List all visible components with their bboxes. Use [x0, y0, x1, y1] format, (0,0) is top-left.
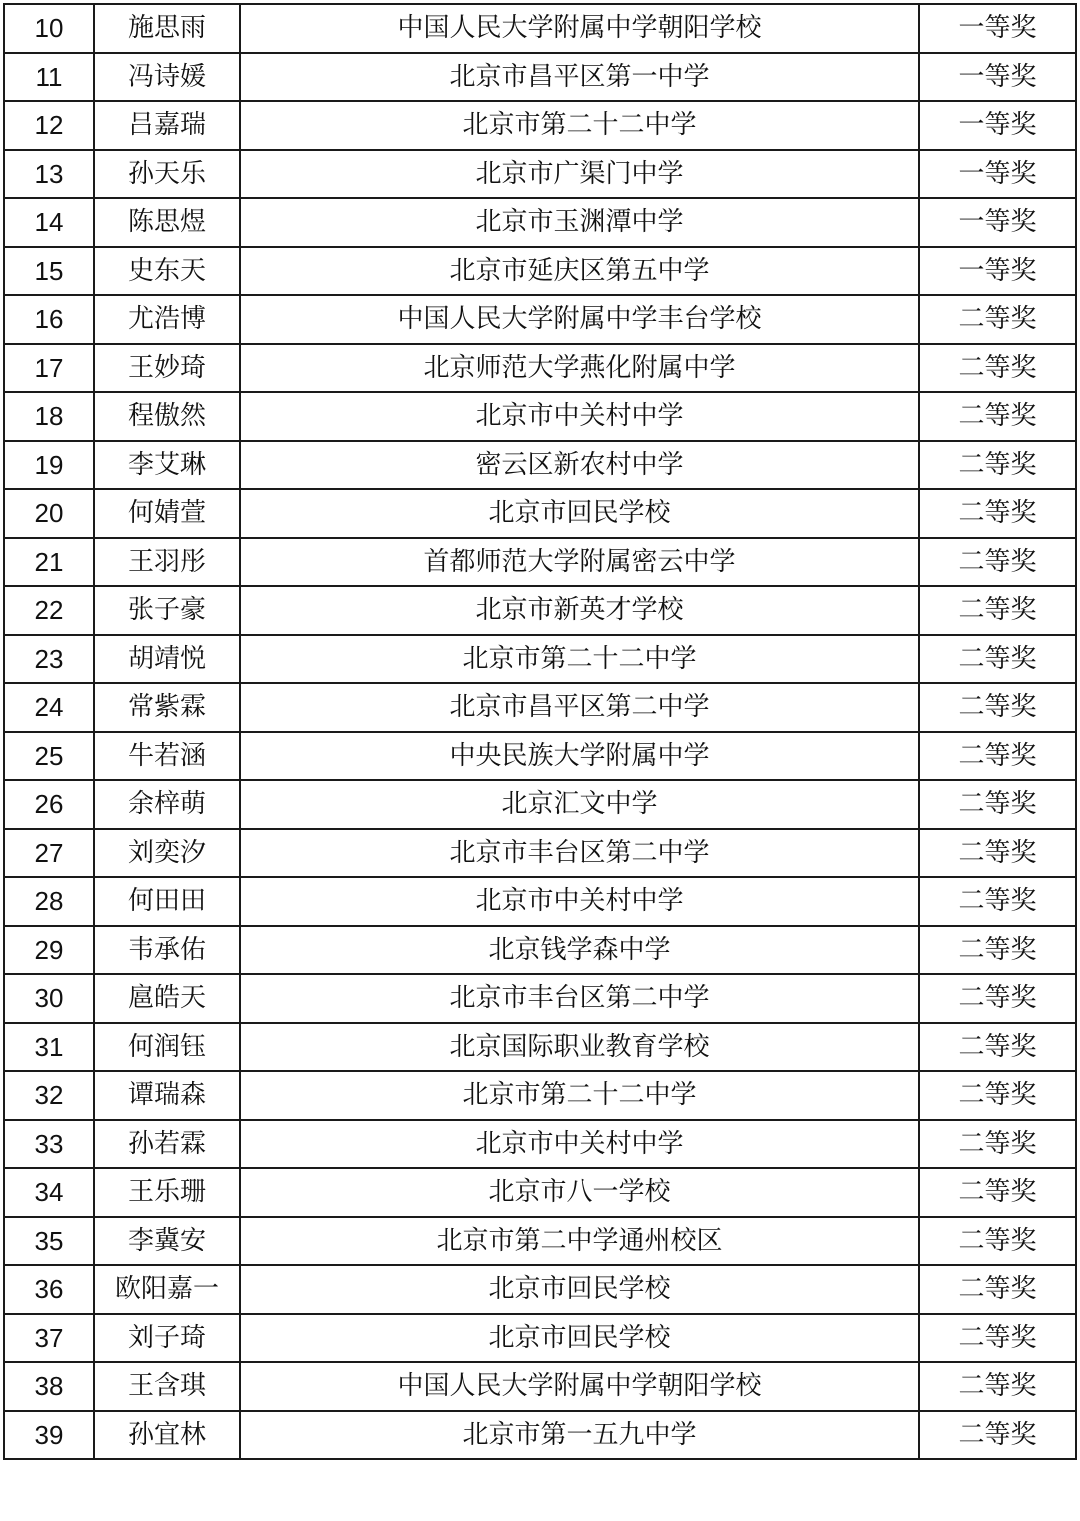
- school-name: 北京市新英才学校: [240, 586, 919, 635]
- school-name: 北京市回民学校: [240, 489, 919, 538]
- student-name: 孙宜林: [94, 1411, 240, 1460]
- student-name: 王羽彤: [94, 538, 240, 587]
- award-level: 二等奖: [919, 683, 1076, 732]
- school-name: 北京市八一学校: [240, 1168, 919, 1217]
- school-name: 北京市中关村中学: [240, 877, 919, 926]
- row-number: 37: [4, 1314, 94, 1363]
- award-level: 二等奖: [919, 586, 1076, 635]
- student-name: 何婧萱: [94, 489, 240, 538]
- school-name: 首都师范大学附属密云中学: [240, 538, 919, 587]
- table-row: [4, 780, 1076, 829]
- row-number: 32: [4, 1071, 94, 1120]
- school-name: 北京汇文中学: [240, 780, 919, 829]
- student-name: 张子豪: [94, 586, 240, 635]
- row-number: 35: [4, 1217, 94, 1266]
- school-name: 北京市玉渊潭中学: [240, 198, 919, 247]
- row-number: 20: [4, 489, 94, 538]
- school-name: 中国人民大学附属中学朝阳学校: [240, 4, 919, 53]
- award-level: 二等奖: [919, 392, 1076, 441]
- school-name: 北京市第二十二中学: [240, 101, 919, 150]
- row-number: 21: [4, 538, 94, 587]
- school-name: 北京市中关村中学: [240, 392, 919, 441]
- row-number: 33: [4, 1120, 94, 1169]
- school-name: 北京市第二十二中学: [240, 635, 919, 684]
- row-number: 34: [4, 1168, 94, 1217]
- award-level: 二等奖: [919, 1168, 1076, 1217]
- table-row: [4, 150, 1076, 199]
- student-name: 欧阳嘉一: [94, 1265, 240, 1314]
- table-row: [4, 247, 1076, 296]
- table-row: [4, 4, 1076, 53]
- school-name: 北京市回民学校: [240, 1314, 919, 1363]
- row-number: 10: [4, 4, 94, 53]
- student-name: 刘子琦: [94, 1314, 240, 1363]
- table-row: [4, 198, 1076, 247]
- student-name: 陈思煜: [94, 198, 240, 247]
- student-name: 程傲然: [94, 392, 240, 441]
- award-level: 二等奖: [919, 344, 1076, 393]
- award-list-table: [3, 3, 1077, 1460]
- table-row: [4, 926, 1076, 975]
- row-number: 39: [4, 1411, 94, 1460]
- row-number: 27: [4, 829, 94, 878]
- table-row: [4, 1362, 1076, 1411]
- award-level: 二等奖: [919, 974, 1076, 1023]
- row-number: 14: [4, 198, 94, 247]
- row-number: 22: [4, 586, 94, 635]
- row-number: 11: [4, 53, 94, 102]
- table-row: [4, 732, 1076, 781]
- row-number: 30: [4, 974, 94, 1023]
- student-name: 李冀安: [94, 1217, 240, 1266]
- table-row: [4, 53, 1076, 102]
- table-row: [4, 1071, 1076, 1120]
- school-name: 北京国际职业教育学校: [240, 1023, 919, 1072]
- row-number: 12: [4, 101, 94, 150]
- student-name: 王乐珊: [94, 1168, 240, 1217]
- school-name: 北京市延庆区第五中学: [240, 247, 919, 296]
- student-name: 扈皓天: [94, 974, 240, 1023]
- school-name: 北京市丰台区第二中学: [240, 974, 919, 1023]
- school-name: 北京市中关村中学: [240, 1120, 919, 1169]
- student-name: 孙天乐: [94, 150, 240, 199]
- school-name: 北京师范大学燕化附属中学: [240, 344, 919, 393]
- award-level: 二等奖: [919, 1217, 1076, 1266]
- school-name: 北京市广渠门中学: [240, 150, 919, 199]
- award-level: 二等奖: [919, 1314, 1076, 1363]
- student-name: 王妙琦: [94, 344, 240, 393]
- student-name: 史东天: [94, 247, 240, 296]
- award-level: 二等奖: [919, 295, 1076, 344]
- award-level: 二等奖: [919, 1362, 1076, 1411]
- school-name: 密云区新农村中学: [240, 441, 919, 490]
- table-row: [4, 441, 1076, 490]
- school-name: 中央民族大学附属中学: [240, 732, 919, 781]
- table-row: [4, 683, 1076, 732]
- table-row: [4, 877, 1076, 926]
- award-level: 一等奖: [919, 4, 1076, 53]
- student-name: 吕嘉瑞: [94, 101, 240, 150]
- school-name: 北京钱学森中学: [240, 926, 919, 975]
- row-number: 38: [4, 1362, 94, 1411]
- student-name: 刘奕汐: [94, 829, 240, 878]
- table-row: [4, 1120, 1076, 1169]
- award-level: 二等奖: [919, 1023, 1076, 1072]
- award-level: 二等奖: [919, 926, 1076, 975]
- award-level: 二等奖: [919, 1071, 1076, 1120]
- row-number: 36: [4, 1265, 94, 1314]
- row-number: 28: [4, 877, 94, 926]
- award-level: 二等奖: [919, 877, 1076, 926]
- student-name: 冯诗媛: [94, 53, 240, 102]
- award-level: 二等奖: [919, 635, 1076, 684]
- school-name: 北京市丰台区第二中学: [240, 829, 919, 878]
- table-row: [4, 1023, 1076, 1072]
- school-name: 北京市昌平区第二中学: [240, 683, 919, 732]
- student-name: 何润钰: [94, 1023, 240, 1072]
- award-level: 二等奖: [919, 780, 1076, 829]
- school-name: 中国人民大学附属中学丰台学校: [240, 295, 919, 344]
- award-level: 二等奖: [919, 1265, 1076, 1314]
- table-row: [4, 489, 1076, 538]
- award-level: 一等奖: [919, 53, 1076, 102]
- student-name: 余梓萌: [94, 780, 240, 829]
- row-number: 24: [4, 683, 94, 732]
- table-row: [4, 101, 1076, 150]
- table-row: [4, 538, 1076, 587]
- student-name: 孙若霖: [94, 1120, 240, 1169]
- school-name: 北京市第二十二中学: [240, 1071, 919, 1120]
- row-number: 29: [4, 926, 94, 975]
- row-number: 16: [4, 295, 94, 344]
- school-name: 北京市昌平区第一中学: [240, 53, 919, 102]
- row-number: 17: [4, 344, 94, 393]
- student-name: 施思雨: [94, 4, 240, 53]
- table-row: [4, 974, 1076, 1023]
- row-number: 25: [4, 732, 94, 781]
- award-level: 二等奖: [919, 538, 1076, 587]
- school-name: 北京市第二中学通州校区: [240, 1217, 919, 1266]
- student-name: 谭瑞森: [94, 1071, 240, 1120]
- award-level: 一等奖: [919, 198, 1076, 247]
- row-number: 23: [4, 635, 94, 684]
- student-name: 常紫霖: [94, 683, 240, 732]
- student-name: 李艾琳: [94, 441, 240, 490]
- award-list-body: [4, 4, 1076, 1459]
- table-row: [4, 635, 1076, 684]
- table-row: [4, 1411, 1076, 1460]
- row-number: 13: [4, 150, 94, 199]
- student-name: 牛若涵: [94, 732, 240, 781]
- table-row: [4, 1314, 1076, 1363]
- table-row: [4, 295, 1076, 344]
- award-level: 二等奖: [919, 829, 1076, 878]
- table-row: [4, 1217, 1076, 1266]
- row-number: 19: [4, 441, 94, 490]
- student-name: 韦承佑: [94, 926, 240, 975]
- school-name: 北京市回民学校: [240, 1265, 919, 1314]
- row-number: 18: [4, 392, 94, 441]
- row-number: 31: [4, 1023, 94, 1072]
- award-level: 二等奖: [919, 441, 1076, 490]
- award-level: 二等奖: [919, 1120, 1076, 1169]
- award-level: 一等奖: [919, 247, 1076, 296]
- table-row: [4, 1265, 1076, 1314]
- award-level: 一等奖: [919, 150, 1076, 199]
- row-number: 15: [4, 247, 94, 296]
- award-level: 二等奖: [919, 732, 1076, 781]
- table-row: [4, 1168, 1076, 1217]
- award-level: 二等奖: [919, 489, 1076, 538]
- school-name: 中国人民大学附属中学朝阳学校: [240, 1362, 919, 1411]
- table-row: [4, 829, 1076, 878]
- table-row: [4, 344, 1076, 393]
- table-row: [4, 586, 1076, 635]
- student-name: 胡靖悦: [94, 635, 240, 684]
- school-name: 北京市第一五九中学: [240, 1411, 919, 1460]
- table-row: [4, 392, 1076, 441]
- row-number: 26: [4, 780, 94, 829]
- student-name: 王含琪: [94, 1362, 240, 1411]
- award-level: 二等奖: [919, 1411, 1076, 1460]
- student-name: 何田田: [94, 877, 240, 926]
- award-level: 一等奖: [919, 101, 1076, 150]
- student-name: 尤浩博: [94, 295, 240, 344]
